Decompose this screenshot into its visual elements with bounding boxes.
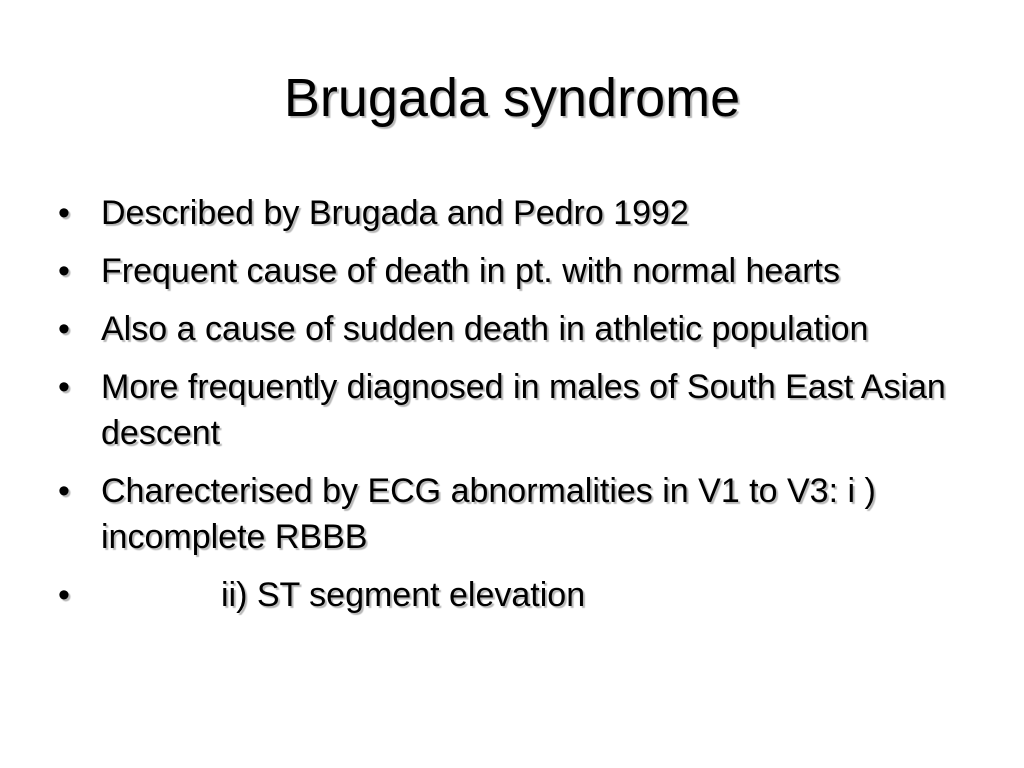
bullet-marker: • (58, 310, 70, 348)
bullet-text: More frequently diagnosed in males of South East Asian descent (101, 368, 946, 452)
bullet-marker: • (58, 576, 70, 614)
bullet-item (58, 190, 958, 236)
slide-title: Brugada syndrome (283, 68, 741, 128)
bullet-item (58, 364, 958, 456)
bullet-text: Frequent cause of death in pt. with normal hearts (101, 252, 840, 290)
bullet-marker: • (58, 368, 70, 406)
bullet-item (58, 572, 958, 618)
bullet-text: Described by Brugada and Pedro 1992 (101, 194, 689, 232)
bullet-item (58, 248, 958, 294)
bullet-marker: • (58, 194, 70, 232)
bullet-list (58, 190, 958, 630)
bullet-text: ii) ST segment elevation (221, 576, 586, 614)
bullet-marker: • (58, 252, 70, 290)
bullet-item (58, 306, 958, 352)
bullet-text: Also a cause of sudden death in athletic population (101, 310, 869, 348)
bullet-marker: • (58, 472, 70, 510)
bullet-text: Charecterised by ECG abnormalities in V1 to V3: i ) incomplete RBBB (101, 472, 876, 556)
bullet-item (58, 468, 958, 560)
